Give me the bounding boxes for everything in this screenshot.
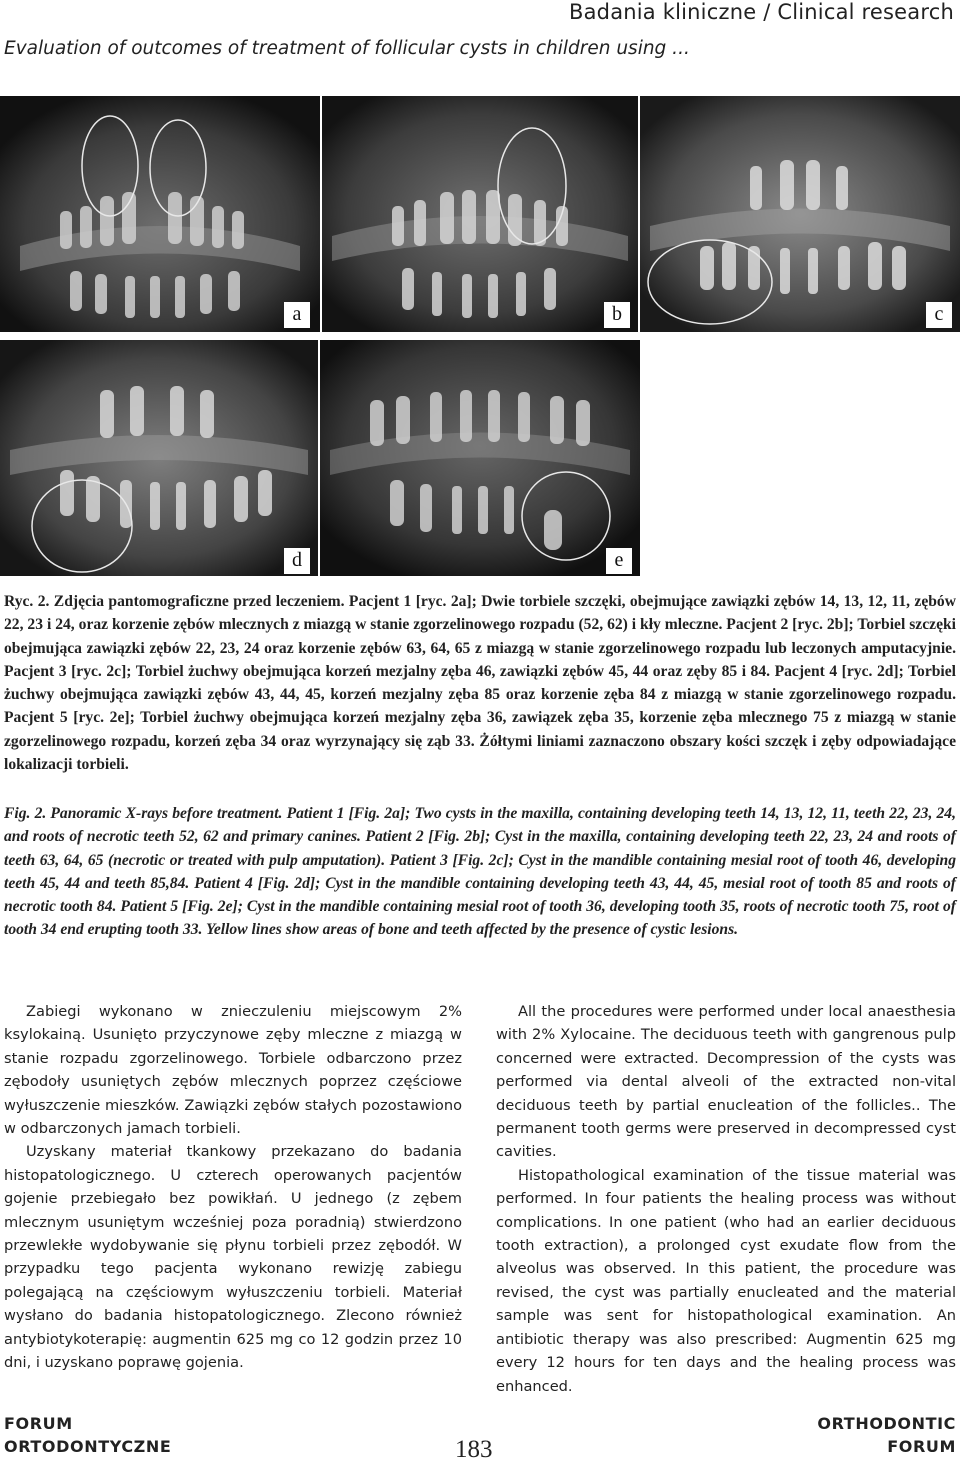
body-column-polish — [4, 1000, 462, 1375]
figure-caption-english: Fig. 2. Panoramic X-rays before treatment. Patient 1 [Fig. 2a]; Two cysts in the maxilla, containing developing teeth 14, 13, 12, 11, teeth 22, 23, 24, and roots of necrotic teeth 52, 62 and primary canines. Patient 2 [Fig. 2b]; Cyst in the maxilla, containing developing teeth 22, 23, 24 and roots of teeth 63, 64, 65 (necrotic or treated with pulp amputation). Patient 3 [Fig. 2c]; Cyst in the mandible containing mesial root of tooth 46, developing teeth 45, 44 and teeth 85,84. Patient 4 [Fig. 2d]; Cyst in the mandible containing developing teeth 43, 44, 45, mesial root of tooth 85 and roots of necrotic tooth 84. Patient 5 [Fig. 2e]; Cyst in the mandible containing mesial root of tooth 36, developing tooth 35, roots of necrotic tooth 75, root of tooth 34 end erupting tooth 33. Yellow lines show areas of bone and teeth affected by the presence of cystic lesions. — [4, 805, 956, 939]
footer-journal-en-line1: ORTHODONTIC — [817, 1414, 956, 1433]
panel-label-c: c — [926, 302, 952, 328]
running-title: Evaluation of outcomes of treatment of follicular cysts in children using ... — [4, 38, 690, 59]
xray-panel-a — [0, 96, 320, 332]
xray-image-b — [322, 96, 638, 332]
footer-journal-pl-line2: ORTODONTYCZNE — [4, 1437, 172, 1456]
xray-panel-b — [322, 96, 638, 332]
footer-journal-en-line2: FORUM — [887, 1437, 956, 1456]
xray-panel-e — [320, 340, 640, 576]
xray-panel-c — [640, 96, 960, 332]
page-number: 183 — [455, 1436, 493, 1463]
paragraph: All the procedures were performed under local anaesthesia with 2% Xylocaine. The deciduous teeth with gangrenous pulp concerned were extracted. Decompression of the cysts was performed via dental alveoli of the extracted non-vital deciduous teeth by partial enucleation of the follicles.. The permanent tooth germs were preserved in decompressed cyst cavities. — [496, 1003, 956, 1161]
xray-image-d — [0, 340, 318, 576]
xray-image-c — [640, 96, 960, 332]
panel-label-b: b — [604, 302, 630, 328]
section-header: Badania kliniczne / Clinical research — [568, 0, 954, 24]
panel-label-e: e — [606, 548, 632, 574]
body-column-english — [496, 1000, 956, 1398]
paragraph: Zabiegi wykonano w znieczuleniu miejscowym 2% ksylokainą. Usunięto przyczynowe zęby mleczne z miazgą w stanie rozpadu zgorzelinowego. Torbiele odbarczono przez zębodoły usuniętych zębów mlecznych poprzez częściowe wyłuszczenie mieszków. Zawiązki zębów stałych pozostawiono w odbarczonych jamach torbieli. — [4, 1003, 462, 1138]
xray-panel-d — [0, 340, 318, 576]
paragraph: Histopathological examination of the tissue material was performed. In four patients the healing process was without complications. In one patient (who had an earlier deciduous tooth extraction), a prolonged cyst exudate flow from the alveolus was observed. In this patient, the procedure was revised, the cyst was partially enucleated and the material sample was sent for histopathological examination. An antibiotic therapy was also prescribed: Augmentin 625 mg every 12 hours for ten days and the healing process was enhanced. — [496, 1166, 956, 1395]
panel-label-a: a — [284, 302, 310, 328]
xray-image-e — [320, 340, 640, 576]
footer-journal-pl-line1: FORUM — [4, 1414, 73, 1433]
paragraph: Uzyskany materiał tkankowy przekazano do badania histopatologicznego. U czterech operowanych pacjentów gojenie przebiegało bez powikłań. U jednego (z zębem mlecznym usuniętym wcześniej poza poradnią) stwierdzono przewlekłe wydobywanie się płynu torbieli przez zębodół. W przypadku tego pacjenta wykonano rewizję zabiegu polegającą na częściowym wyłuszczeniu torbieli. Materiał wysłano do badania histopatologicznego. Zlecono również antybiotykoterapię: augmentin 625 mg co 12 godzin przez 10 dni, i uzyskano poprawę gojenia. — [4, 1143, 462, 1372]
panel-label-d: d — [284, 548, 310, 574]
figure-caption-polish: Ryc. 2. Zdjęcia pantomograficzne przed leczeniem. Pacjent 1 [ryc. 2a]; Dwie torbiele szczęki, obejmujące zawiązki zębów 14, 13, 12, 11, zębów 22, 23 i 24, oraz korzenie zębów mlecznych z miazgą w stanie zgorzelinowego rozpadu (52, 62) i kły mleczne. Pacjent 2 [ryc. 2b]; Torbiel szczęki obejmująca zawiązki zębów 22, 23, 24 oraz korzenie zębów 63, 64, 65 z miazgą w stanie zgorzelinowego rozpadu lub leczonych amputacyjnie. Pacjent 3 [ryc. 2c]; Torbiel żuchwy obejmująca korzeń mezjalny zęba 46, zawiązki zębów 45, 44 oraz zęby 85 i 84. Pacjent 4 [ryc. 2d]; Torbiel żuchwy obejmująca zawiązki zębów 43, 44, 45, korzeń mezjalny zęba 85 oraz korzenie zęba 84 z miazgą w stanie zgorzelinowego rozpadu. Pacjent 5 [ryc. 2e]; Torbiel żuchwy obejmująca korzeń mezjalny zęba 36, zawiązek zęba 35, korzenie zęba mlecznego 75 z miazgą w stanie zgorzelinowego rozpadu, korzeń zęba 34 oraz wyrzynający się ząb 33. Żółtymi liniami zaznaczono obszary kości szczęk i zęby odpowiadające lokalizacji torbieli. — [4, 593, 956, 774]
xray-image-a — [0, 96, 320, 332]
